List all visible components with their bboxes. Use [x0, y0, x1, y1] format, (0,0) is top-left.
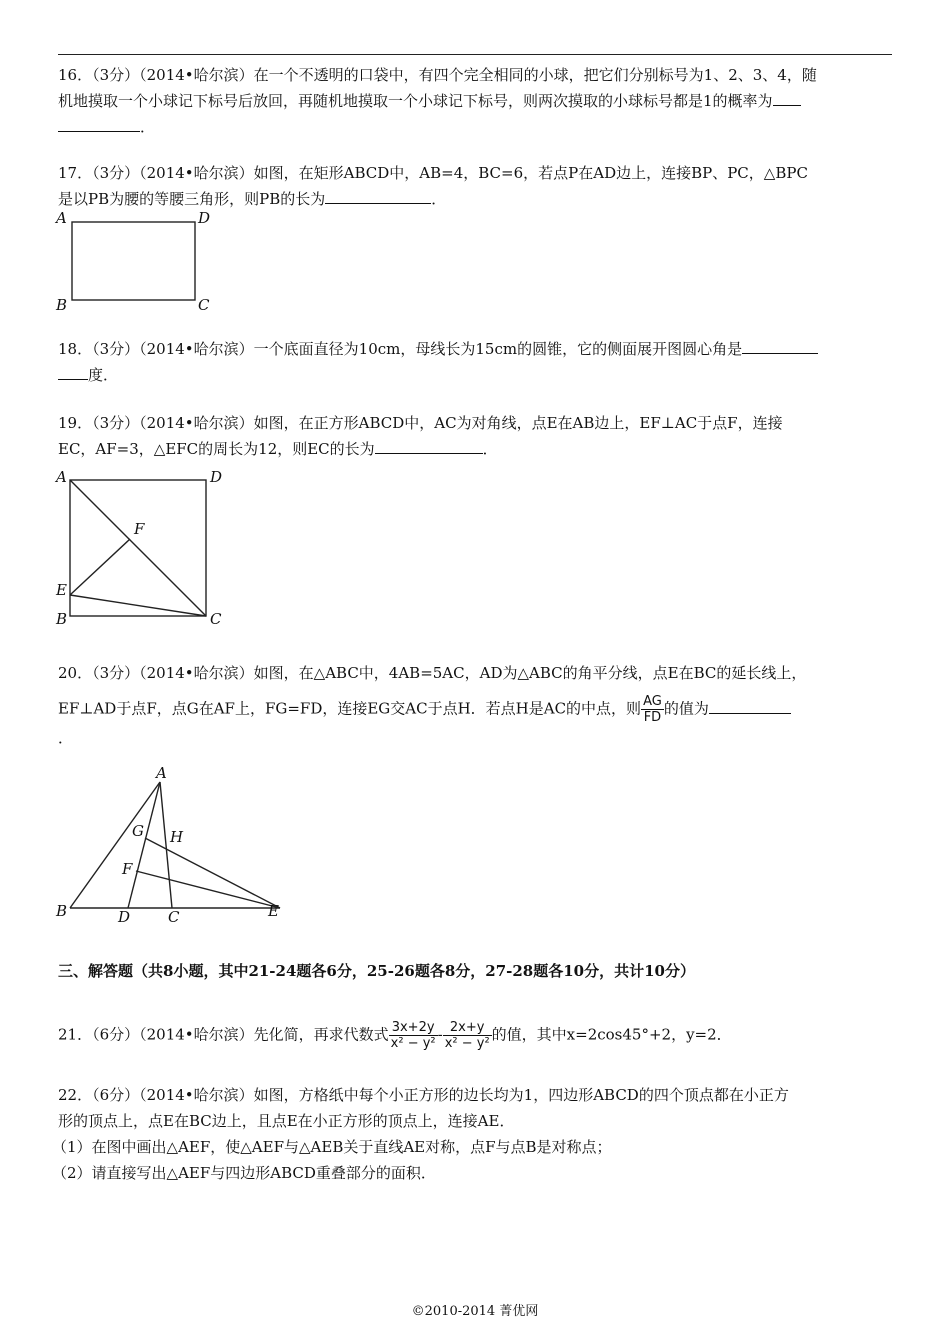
q18-answer-blank[interactable]	[742, 338, 818, 354]
q19-answer-blank[interactable]	[375, 438, 483, 454]
q19-line2: EC，AF=3，△EFC的周长为12，则EC的长为	[58, 440, 375, 458]
q17-label-d: D	[198, 209, 211, 227]
question-22-parts	[52, 1134, 886, 1186]
q19-figure	[50, 462, 240, 632]
q20-label-e: E	[268, 902, 279, 920]
q22-line2: 形的顶点上，点E在BC边上，且点E在小正方形的顶点上，连接AE．	[58, 1112, 515, 1130]
q22-line4: （2）请直接写出△AEF与四边形ABCD重叠部分的面积．	[52, 1164, 436, 1182]
q20-label-c: C	[168, 908, 180, 926]
q17-figure	[50, 205, 220, 315]
q20-end: ．	[58, 729, 74, 747]
q21-fraction-1	[389, 1020, 438, 1051]
question-19	[58, 410, 892, 462]
q21-minus: -	[437, 1025, 443, 1044]
question-16	[58, 62, 892, 140]
q18-line1: 18．（3分）（2014•哈尔滨）一个底面直径为10cm，母线长为15cm的圆锥，它的侧面展开图圆心角是	[58, 340, 743, 358]
q19-label-b: B	[56, 610, 68, 628]
q20-label-g: G	[132, 822, 144, 840]
q16-line1: 16．（3分）（2014•哈尔滨）在一个不透明的口袋中，有四个完全相同的小球，把它们分别标号为1、2、3、4，随	[58, 66, 817, 84]
q20-line2a: EF⊥AD于点F，点G在AF上，FG=FD，连接EG交AC于点H．若点H是AC的中点，则	[58, 699, 642, 718]
q16-answer-blank-cont[interactable]	[58, 116, 140, 132]
q21-f1-den: x² − y²	[390, 1036, 436, 1051]
question-22	[58, 1082, 892, 1134]
q20-label-b: B	[56, 902, 68, 920]
q19-label-a: A	[56, 468, 67, 486]
q20-fraction	[641, 694, 664, 725]
q20-label-a: A	[156, 764, 167, 782]
q20-segment-ad	[128, 782, 160, 908]
q20-frac-num: AG	[643, 694, 662, 709]
q19-line1: 19．（3分）（2014•哈尔滨）如图，在正方形ABCD中，AC为对角线，点E在AB边上，EF⊥AC于点F，连接	[58, 414, 783, 432]
q17-label-a: A	[56, 209, 67, 227]
q16-answer-blank[interactable]	[773, 90, 801, 106]
q20-label-f: F	[122, 860, 133, 878]
q20-segment-ef	[136, 871, 280, 908]
question-18	[58, 336, 892, 388]
q20-frac-den: FD	[643, 710, 662, 725]
q22-line1: 22．（6分）（2014•哈尔滨）如图，方格纸中每个小正方形的边长均为1，四边形ABCD的四个顶点都在小正方	[58, 1086, 789, 1104]
q17-label-b: B	[56, 296, 68, 314]
q18-end: 度．	[88, 366, 119, 384]
q20-answer-blank[interactable]	[709, 698, 791, 714]
q16-line2: 机地摸取一个小球记下标号后放回，再随机地摸取一个小球记下标号，则两次摸取的小球标号都是1的概率为	[58, 92, 773, 110]
q21-f1-num: 3x+2y	[389, 1020, 438, 1036]
q20-line2b: 的值为	[663, 699, 709, 718]
q21-suffix: 的值，其中x=2cos45°+2，y=2．	[491, 1025, 732, 1044]
q21-f2-den: x² − y²	[444, 1036, 490, 1051]
q16-end: ．	[140, 118, 156, 136]
question-21	[58, 1020, 892, 1051]
q20-figure	[50, 760, 290, 930]
q17-line1: 17．（3分）（2014•哈尔滨）如图，在矩形ABCD中，AB=4，BC=6，若点P在AD边上，连接BP、PC，△BPC	[58, 164, 808, 182]
q21-fraction-2	[443, 1020, 492, 1051]
q20-label-h: H	[170, 828, 184, 846]
q19-label-f: F	[134, 520, 145, 538]
q20-label-d: D	[118, 908, 131, 926]
q21-f2-num: 2x+y	[443, 1020, 492, 1036]
q21-prefix: 21．（6分）（2014•哈尔滨）先化简，再求代数式	[58, 1025, 389, 1044]
q17-rectangle	[72, 222, 195, 300]
q19-segment-ec	[70, 595, 206, 616]
q19-label-e: E	[56, 581, 67, 599]
q20-line1: 20．（3分）（2014•哈尔滨）如图，在△ABC中，4AB=5AC，AD为△ABC的角平分线，点E在BC的延长线上，	[58, 664, 807, 682]
q19-segment-ef	[70, 539, 130, 595]
section-3-heading: 三、解答题（共8小题，其中21-24题各6分，25-26题各8分，27-28题各10分，共计10分）	[58, 962, 695, 980]
q19-end: ．	[482, 440, 498, 458]
q17-label-c: C	[198, 296, 210, 314]
q19-label-d: D	[210, 468, 223, 486]
q17-end: ．	[431, 190, 447, 208]
q22-line3: （1）在图中画出△AEF，使△AEF与△AEB关于直线AE对称，点F与点B是对称点；	[52, 1138, 612, 1156]
q17-line2: 是以PB为腰的等腰三角形，则PB的长为	[58, 190, 326, 208]
footer-copyright: ©2010-2014 菁优网	[411, 1304, 539, 1319]
q18-answer-blank-cont[interactable]	[58, 364, 88, 380]
q20-segment-eg	[145, 838, 280, 908]
question-20	[58, 660, 892, 751]
top-rule	[58, 54, 892, 55]
q19-diagonal-ac	[70, 480, 206, 616]
q17-answer-blank[interactable]	[325, 188, 431, 204]
q19-label-c: C	[210, 610, 222, 628]
q20-segment-ab	[70, 782, 160, 908]
